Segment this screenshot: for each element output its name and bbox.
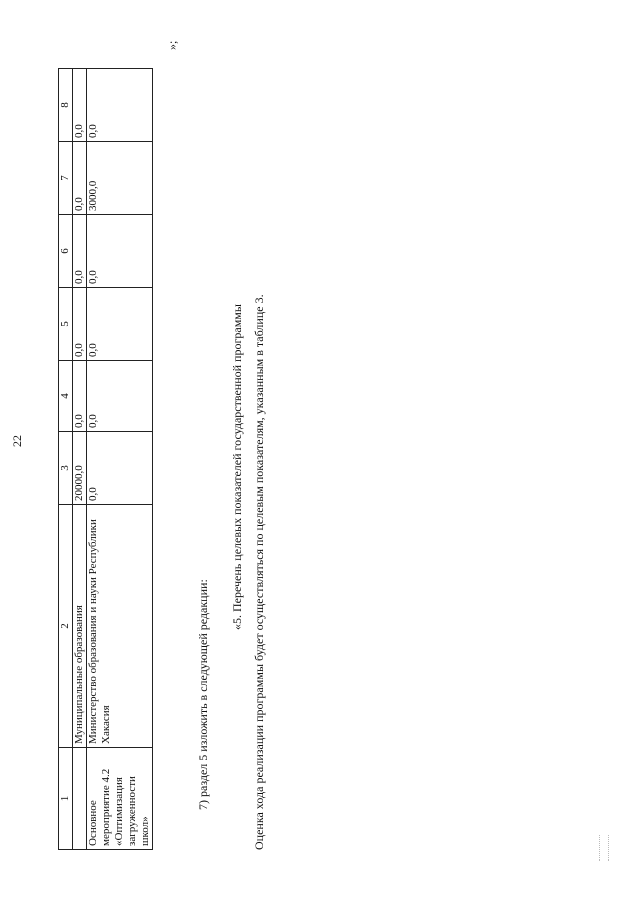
value-cell: 0,0 <box>73 142 87 215</box>
col-header-7: 7 <box>59 142 73 215</box>
empty-cell <box>73 748 87 850</box>
value-cell: 0,0 <box>87 69 153 142</box>
budget-table <box>58 68 153 850</box>
value-cell: 0,0 <box>87 361 153 432</box>
col-header-2: 2 <box>59 505 73 748</box>
table-row <box>73 69 87 850</box>
page-number: 22 <box>10 435 24 447</box>
value-cell: 3000,0 <box>87 142 153 215</box>
value-cell: 0,0 <box>73 361 87 432</box>
section-text: Оценка хода реализации программы будет осуществляться по целевым показателям, указанным в таблице 3. <box>252 294 266 850</box>
col-header-3: 3 <box>59 432 73 505</box>
section-title: «5. Перечень целевых показателей государственной программы <box>230 304 244 630</box>
owner-cell: Муниципальные образования <box>73 505 87 748</box>
value-cell: 0,0 <box>87 288 153 361</box>
col-header-6: 6 <box>59 215 73 288</box>
col-header-4: 4 <box>59 361 73 432</box>
value-cell: 0,0 <box>73 69 87 142</box>
col-header-5: 5 <box>59 288 73 361</box>
col-header-1: 1 <box>59 748 73 850</box>
value-cell: 0,0 <box>73 215 87 288</box>
closing-quote: »; <box>165 40 179 50</box>
value-cell: 0,0 <box>87 432 153 505</box>
value-cell: 20000,0 <box>73 432 87 505</box>
owner-cell: Министерство образования и науки Республики Хакасия <box>87 505 153 748</box>
table-header-row <box>59 69 73 850</box>
value-cell: 0,0 <box>87 215 153 288</box>
scan-mark <box>599 835 609 861</box>
amendment-item-7: 7) раздел 5 изложить в следующей редакции: <box>196 579 210 810</box>
activity-cell: Основное мероприятие 4.2 «Оптимизация загруженности школ» <box>87 748 153 850</box>
col-header-8: 8 <box>59 69 73 142</box>
table-row <box>87 69 153 850</box>
value-cell: 0,0 <box>73 288 87 361</box>
